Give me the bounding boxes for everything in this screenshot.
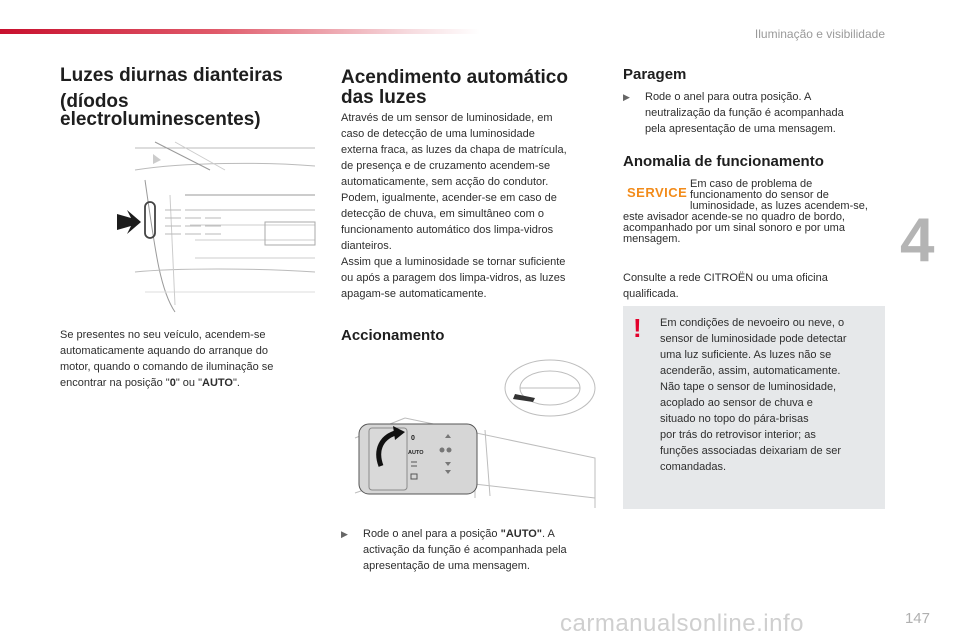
activation-line: apresentação de uma mensagem. bbox=[363, 560, 530, 572]
auto-lights-line: ou após a paragem dos limpa-vidros, as luzes bbox=[341, 272, 566, 284]
auto-lights-line: caso de detecção de uma luminosidade bbox=[341, 128, 535, 140]
watermark: carmanualsonline.info bbox=[560, 610, 804, 637]
stop-line: neutralização da função é acompanhada bbox=[645, 107, 844, 119]
auto-lights-line: dianteiros. bbox=[341, 240, 392, 252]
auto-lights-line: funcionamento automático dos limpa-vidros bbox=[341, 224, 554, 236]
auto-lights-description bbox=[341, 110, 603, 302]
switch-label-auto: AUTO bbox=[408, 450, 424, 456]
stop-bullet bbox=[623, 89, 885, 137]
auto-position-label: "AUTO" bbox=[500, 528, 543, 540]
fault-line: Em caso de problema de bbox=[690, 178, 813, 190]
activation-title: Accionamento bbox=[341, 327, 445, 344]
warning-line: por trás do retrovisor interior; as bbox=[660, 429, 816, 441]
activation-bullet bbox=[341, 526, 603, 574]
fault-line: mensagem. bbox=[623, 233, 681, 245]
fault-line: luminosidade, as luzes acendem-se, bbox=[690, 200, 868, 212]
consult-line: qualificada. bbox=[623, 288, 679, 300]
auto-lights-line: Podem, igualmente, acender-se em caso de bbox=[341, 192, 557, 204]
drl-line-last: encontrar na posição "0" ou "AUTO". bbox=[60, 377, 240, 389]
arrow-bullet-icon: ▶ bbox=[341, 529, 348, 539]
header-accent-bar bbox=[0, 29, 480, 34]
auto-lights-line: apagam-se automaticamente. bbox=[341, 288, 487, 300]
fault-line: acompanhado por um sinal sonoro e por uma bbox=[623, 222, 845, 234]
page-number: 147 bbox=[904, 610, 930, 627]
auto-lights-title-line2: das luzes bbox=[341, 87, 427, 108]
auto-lights-line: automaticamente, sem acção do condutor. bbox=[341, 176, 549, 188]
switch-label-zero: 0 bbox=[411, 435, 415, 442]
activation-bullet-row bbox=[341, 526, 603, 574]
warning-line: Em condições de nevoeiro ou neve, o bbox=[660, 317, 845, 329]
drl-title-line1: Luzes diurnas dianteiras bbox=[60, 65, 283, 86]
warning-line: acenderão, assim, automaticamente. bbox=[660, 365, 841, 377]
stop-bullet-row bbox=[623, 89, 885, 137]
warning-exclamation-icon: ! bbox=[633, 313, 642, 343]
auto-lights-title-line1: Acendimento automático bbox=[341, 67, 568, 88]
warning-line: acoplado ao sensor de chuva e bbox=[660, 397, 813, 409]
fault-text-right bbox=[690, 179, 890, 212]
consult-text bbox=[623, 270, 885, 302]
auto-lights-line: detecção de chuva, em simultâneo com o bbox=[341, 208, 545, 220]
warning-line: sensor de luminosidade pode detectar bbox=[660, 333, 847, 345]
warning-text bbox=[660, 315, 880, 475]
activation-line-first: Rode o anel para a posição "AUTO". A bbox=[363, 528, 555, 540]
drl-line: automaticamente aquando do arranque do bbox=[60, 345, 268, 357]
fault-line: funcionamento do sensor de bbox=[690, 189, 829, 201]
position-zero: 0 bbox=[169, 377, 176, 389]
position-auto: AUTO bbox=[202, 377, 233, 389]
auto-lights-line: externa fraca, as luzes da chapa de matrícula, bbox=[341, 144, 567, 156]
drl-description bbox=[60, 327, 310, 391]
lighting-stalk-illustration bbox=[345, 358, 603, 508]
fault-line: este avisador acende-se no quadro de bordo, bbox=[623, 211, 845, 223]
auto-lights-line: Assim que a luminosidade se tornar suficiente bbox=[341, 256, 566, 268]
warning-line: funções associadas deixariam de ser bbox=[660, 445, 841, 457]
service-warning-icon: SERVICE bbox=[627, 185, 688, 200]
activation-line: activação da função é acompanhada pela bbox=[363, 544, 567, 556]
stop-title: Paragem bbox=[623, 66, 687, 83]
auto-lights-line: de presença e de cruzamento acendem-se bbox=[341, 160, 551, 172]
chapter-number: 4 bbox=[900, 206, 935, 275]
stop-line: pela apresentação de uma mensagem. bbox=[645, 123, 836, 135]
fault-title: Anomalia de funcionamento bbox=[623, 153, 824, 170]
warning-line: situado no topo do pára-brisas bbox=[660, 413, 809, 425]
front-drl-illustration bbox=[115, 140, 318, 315]
drl-title-line2: (díodos bbox=[60, 91, 129, 112]
warning-line: Não tape o sensor de luminosidade, bbox=[660, 381, 837, 393]
consult-line: Consulte a rede CITROËN ou uma oficina bbox=[623, 272, 828, 284]
fault-text-full bbox=[623, 212, 893, 245]
arrow-bullet-icon: ▶ bbox=[623, 92, 630, 102]
stop-line: Rode o anel para outra posição. A bbox=[645, 91, 812, 103]
auto-lights-line: Através de um sensor de luminosidade, em bbox=[341, 112, 553, 124]
section-title: Iluminação e visibilidade bbox=[754, 27, 885, 41]
drl-line: Se presentes no seu veículo, acendem-se bbox=[60, 329, 266, 341]
warning-line: comandadas. bbox=[660, 461, 727, 473]
drl-title-line3: electroluminescentes) bbox=[60, 109, 261, 130]
drl-line: motor, quando o comando de iluminação se bbox=[60, 361, 274, 373]
warning-line: uma luz suficiente. As luzes não se bbox=[660, 349, 832, 361]
